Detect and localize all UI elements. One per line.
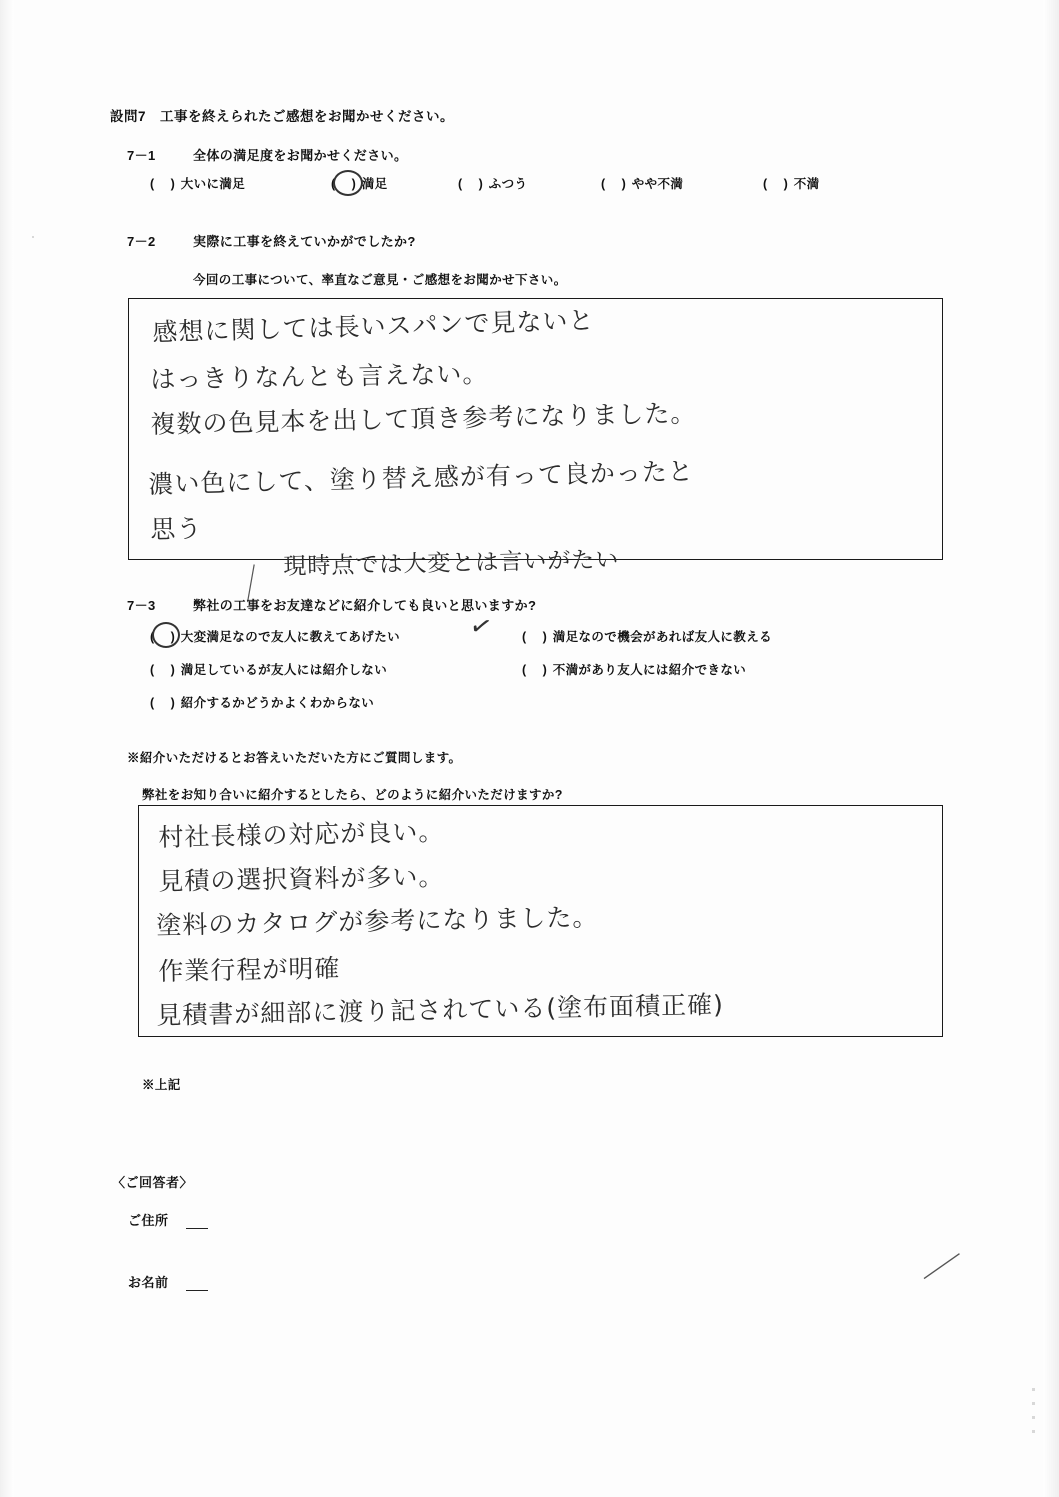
handwriting-7-2-line-2: はっきりなんとも言えない。 (150, 359, 489, 394)
option-7-1-2-label: ふつう (488, 177, 528, 191)
option-7-3-1[interactable] (522, 627, 772, 645)
handwriting-stray-stroke: ／ (229, 561, 275, 608)
handwriting-7-2-line-1: 感想に関しては長いスパンで見ないと (152, 305, 595, 347)
handwriting-7-2-line-6: 現時点では大変とは言いがたい (283, 546, 620, 580)
option-7-1-0-label: 大いに満足 (180, 177, 246, 191)
option-7-1-1-label: 満足 (361, 177, 388, 191)
option-7-1-2-marker[interactable]: ( ) (458, 177, 485, 191)
option-7-3-0[interactable] (150, 627, 400, 645)
question-7-2-instruction: 今回の工事について、率直なご意見・ご感想をお聞かせ下さい。 (193, 273, 567, 287)
option-7-3-3[interactable] (522, 660, 746, 678)
option-7-3-4-label: 紹介するかどうかよくわからない (180, 696, 375, 710)
scan-artifact (1032, 1402, 1035, 1405)
option-7-1-4-label: 不満 (793, 177, 820, 191)
name-label: お名前 (128, 1275, 169, 1290)
scan-artifact (32, 236, 34, 238)
scan-artifact (1032, 1430, 1035, 1433)
option-7-3-2-label: 満足しているが友人には紹介しない (180, 663, 388, 677)
handwritten-circle-7-1-satisfied (333, 170, 363, 196)
referral-prompt: 弊社をお知り合いに紹介するとしたら、どのように紹介いただけますか? (142, 788, 563, 802)
option-7-1-3-marker[interactable]: ( ) (601, 177, 628, 191)
handwriting-stray-mark: ／ (921, 1245, 962, 1291)
option-7-1-1-marker[interactable]: ( ) (331, 177, 358, 191)
scan-artifact (1032, 1388, 1035, 1391)
address-label: ご住所 (128, 1213, 169, 1228)
handwriting-7-2-line-4: 濃い色にして、塗り替え感が有って良かったと (148, 456, 695, 499)
option-7-3-2-marker[interactable]: ( ) (150, 663, 177, 677)
option-7-3-3-marker[interactable]: ( ) (522, 663, 549, 677)
handwriting-7-2-line-3: 複数の色見本を出して頂き参考になりました。 (150, 398, 697, 439)
option-7-1-4-marker[interactable]: ( ) (763, 177, 790, 191)
question-7-1-text: 全体の満足度をお聞かせください。 (193, 148, 408, 163)
question-7-2-text: 実際に工事を終えていかがでしたか? (193, 234, 416, 249)
handwriting-referral-line-2: 見積の選択資料が多い。 (158, 862, 445, 896)
handwriting-7-2-line-5: 思う (150, 514, 203, 544)
option-7-1-0-marker[interactable]: ( ) (150, 177, 177, 191)
above-note: ※上記 (142, 1078, 181, 1092)
option-7-3-4-marker[interactable]: ( ) (150, 696, 177, 710)
scan-edge-left (0, 0, 14, 1497)
question-7-3-number: 7－3 (127, 598, 156, 613)
option-7-3-0-label: 大変満足なので友人に教えてあげたい (180, 630, 401, 644)
option-7-3-1-label: 満足なので機会があれば友人に教える (552, 630, 773, 644)
scan-artifact (1032, 1416, 1035, 1419)
respondent-heading: 〈ご回答者〉 (112, 1175, 194, 1190)
question-7-2-number: 7－2 (127, 234, 156, 249)
option-7-1-4[interactable] (763, 174, 820, 192)
handwriting-referral-line-1: 村社長様の対応が良い。 (158, 817, 445, 852)
handwritten-check-7-3: ✓ (466, 609, 496, 645)
option-7-3-3-label: 不満があり友人には紹介できない (552, 663, 747, 677)
option-7-1-2[interactable] (458, 174, 527, 192)
section-title: 設問7 工事を終えられたご感想をお聞かせください。 (110, 109, 455, 124)
option-7-3-2[interactable] (150, 660, 387, 678)
handwriting-referral-line-3: 塗料のカタログが参考になりました。 (156, 902, 599, 940)
option-7-3-4[interactable] (150, 693, 374, 711)
address-input[interactable] (186, 1228, 208, 1229)
handwriting-referral-line-4: 作業行程が明確 (158, 953, 341, 986)
referral-note: ※紹介いただけるとお答えいただいた方にご質問します。 (127, 751, 462, 765)
question-7-1-number: 7－1 (127, 148, 156, 163)
question-7-3-text: 弊社の工事をお友達などに紹介しても良いと思いますか? (193, 598, 537, 613)
name-input[interactable] (186, 1290, 208, 1291)
handwriting-referral-line-5: 見積書が細部に渡り記されている(塗布面積正確) (156, 990, 725, 1030)
option-7-1-0[interactable] (150, 174, 245, 192)
option-7-3-1-marker[interactable]: ( ) (522, 630, 549, 644)
option-7-1-3-label: やや不満 (631, 177, 684, 191)
option-7-3-0-marker[interactable]: ( ) (150, 630, 177, 644)
option-7-1-3[interactable] (601, 174, 683, 192)
scan-edge-right (1043, 0, 1059, 1497)
handwritten-circle-7-3-very-satisfied (152, 622, 180, 648)
